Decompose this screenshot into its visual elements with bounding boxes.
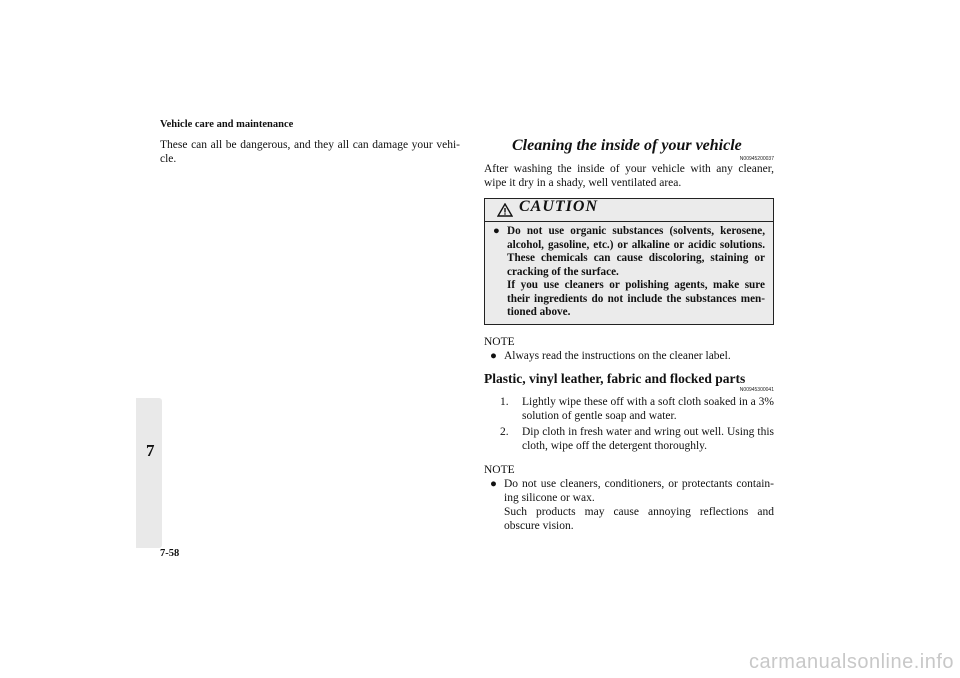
note-label-2: NOTE: [484, 463, 515, 476]
caution-label: CAUTION: [519, 198, 599, 215]
caution-body: [485, 222, 773, 324]
chapter-tab: [136, 398, 162, 548]
note-item-1: [490, 349, 774, 363]
note-text-2b: Such products may cause annoying reflections and obscure vision.: [504, 505, 774, 532]
intro-paragraph: After washing the inside of your vehicle with any cleaner, wipe it dry in a shady, well ventilated area.: [484, 163, 774, 189]
watermark: carmanualsonline.info: [748, 651, 954, 673]
step-item: [500, 425, 774, 453]
note-label-1: NOTE: [484, 335, 515, 348]
caution-text-2: If you use cleaners or polishing agents, make sure their ingredients do not include the substances men-tioned above.: [507, 279, 765, 318]
bullet-icon: ●: [493, 225, 500, 237]
caution-box: [484, 198, 774, 325]
right-column: [484, 136, 774, 533]
caution-header: [485, 199, 773, 222]
left-paragraph: These can all be dangerous, and they all can damage your vehi-cle.: [160, 139, 460, 165]
step-item: [500, 395, 774, 423]
step-text: Dip cloth in fresh water and wring out well. Using this cloth, wipe off the detergent thoroughly.: [522, 425, 774, 452]
section-header: Vehicle care and maintenance: [160, 119, 294, 130]
warning-triangle-icon: [497, 203, 513, 217]
step-text: Lightly wipe these off with a soft cloth soaked in a 3% solution of gentle soap and water.: [522, 395, 774, 422]
title-code: N00945200037: [739, 156, 774, 162]
step-number: 2.: [500, 425, 509, 438]
page-number: 7-58: [160, 548, 180, 559]
caution-text-1: Do not use organic substances (solvents, kerosene, alcohol, gasoline, etc.) or alkaline or acidic solutions. These chemicals can cause discoloring, staining or cracking of the surface.: [507, 225, 765, 278]
bullet-icon: ●: [490, 477, 497, 490]
subsection-title: Plastic, vinyl leather, fabric and flocked parts: [484, 370, 746, 386]
page-title: Cleaning the inside of your vehicle: [512, 137, 742, 154]
note-item-2: [490, 477, 774, 533]
subsection-code: N00945300041: [739, 386, 774, 393]
step-number: 1.: [500, 395, 509, 408]
bullet-icon: ●: [490, 349, 497, 362]
chapter-number: 7: [146, 441, 155, 460]
note-text-1: Always read the instructions on the cleaner label.: [504, 349, 731, 362]
note-text-2a: Do not use cleaners, conditioners, or protectants contain-ing silicone or wax.: [504, 477, 774, 504]
left-column: [160, 138, 460, 166]
